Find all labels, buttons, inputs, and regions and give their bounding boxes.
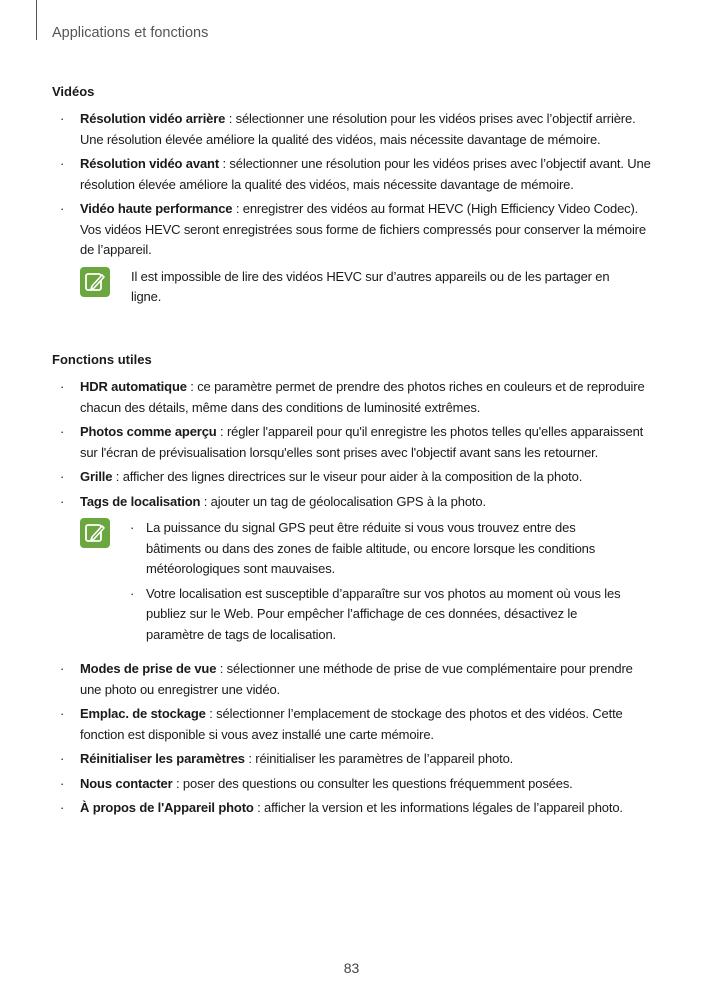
note-item: · La puissance du signal GPS peut être réduite si vous vous trouvez entre des bâtiments ou dans des zones de faible altitude, ou encore lorsque les conditions météorologiques sont mauvaises. (130, 520, 596, 576)
videos-heading: Vidéos (52, 84, 95, 99)
note-item: · Votre localisation est susceptible d’apparaître sur vos photos au moment où vous les publiez sur le Web. Pour empêcher l’affichage de ces données, désactivez le paramètre de tags de localisation. (130, 585, 621, 642)
list-item: · Emplac. de stockage : sélectionner l’emplacement de stockage des photos et des vidéos. Cette fonction est disponible si vous avez installé une carte mémoire. (60, 706, 623, 742)
videos-note-text: Il est impossible de lire des vidéos HEVC sur d’autres appareils ou de les partager en ligne. (131, 268, 610, 304)
page-header-title: Applications et fonctions (52, 25, 209, 41)
list-item: · Nous contacter : poser des questions ou consulter les questions fréquemment posées. (60, 775, 573, 791)
list-item: · HDR automatique : ce paramètre permet de prendre des photos riches en couleurs et de reproduire chacun des détails, même dans des conditions de luminosité extrêmes. (60, 379, 645, 415)
location-note (80, 518, 652, 649)
videos-list (52, 109, 652, 261)
fonctions-list-a (52, 377, 652, 512)
list-item: · Vidéo haute performance : enregistrer des vidéos au format HEVC (High Efficiency Video Codec). Vos vidéos HEVC seront enregistrées sous forme de fichiers compressés pour conserver la mémoire de l’appareil. (60, 201, 646, 257)
fonctions-list-b (52, 659, 652, 819)
note-pencil-icon (80, 267, 110, 297)
fonctions-section (52, 352, 652, 823)
list-item: · Tags de localisation : ajouter un tag de géolocalisation GPS à la photo. (60, 493, 486, 509)
note-pencil-icon (80, 518, 110, 548)
fonctions-heading: Fonctions utiles (52, 352, 152, 367)
list-item: · Résolution vidéo avant : sélectionner une résolution pour les vidéos prises avec l’objectif avant. Une résolution élevée améliore la qualité des vidéos, mais nécessite davantage de mémoire. (60, 156, 651, 192)
page-number: 83 (343, 960, 360, 976)
videos-note (80, 267, 652, 308)
list-item: · Résolution vidéo arrière : sélectionner une résolution pour les vidéos prises avec l’objectif arrière. Une résolution élevée améliore la qualité des vidéos, mais nécessite davantage de mémoire. (60, 111, 636, 147)
list-item: · Grille : afficher des lignes directrices sur le viseur pour aider à la composition de la photo. (60, 469, 583, 484)
list-item: · Photos comme aperçu : régler l'appareil pour qu'il enregistre les photos telles qu'elles apparaissent sur l'écran de prévisualisation lorsqu'elles sont prises avec l'objectif avant sans les retourner. (60, 424, 644, 460)
list-item: · Modes de prise de vue : sélectionner une méthode de prise de vue complémentaire pour prendre une photo ou enregistrer une vidéo. (60, 661, 633, 697)
videos-section (52, 84, 652, 308)
list-item: · À propos de l'Appareil photo : afficher la version et les informations légales de l’appareil photo. (60, 800, 623, 815)
location-note-list (128, 518, 628, 649)
list-item: · Réinitialiser les paramètres : réinitialiser les paramètres de l’appareil photo. (60, 751, 514, 766)
header-rule (36, 0, 37, 40)
